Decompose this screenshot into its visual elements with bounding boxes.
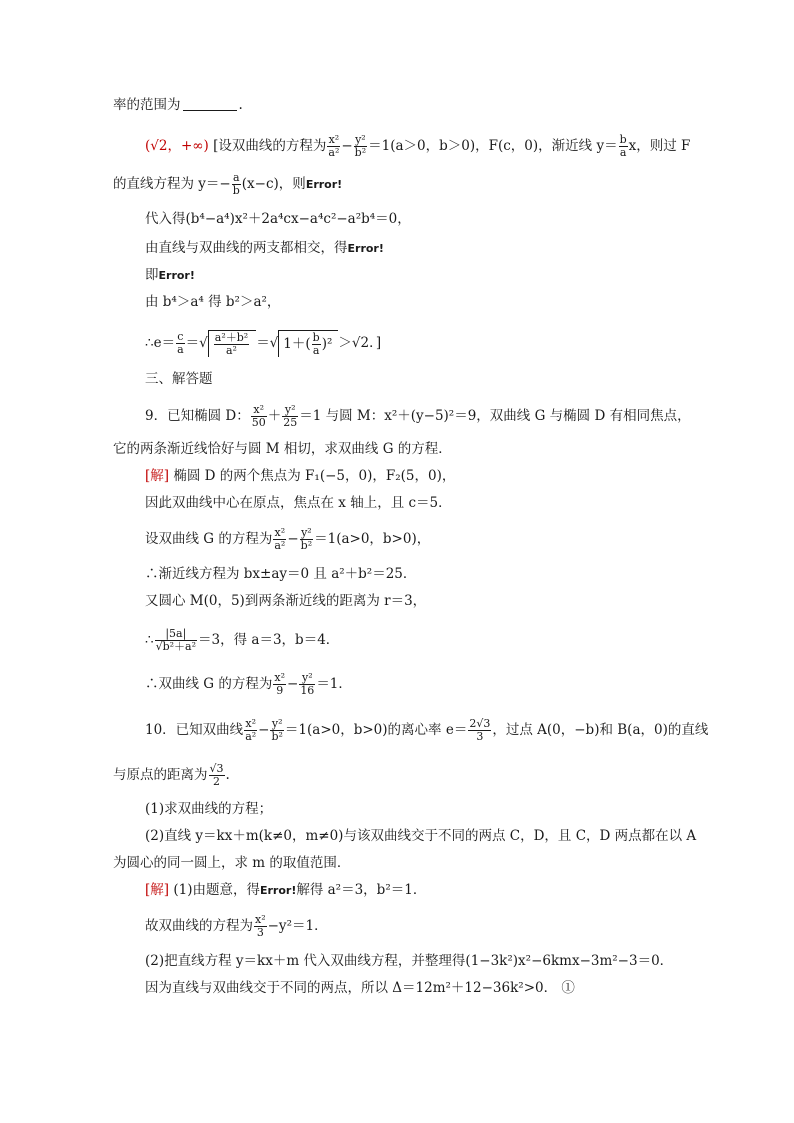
- line-text: ＝1 与圆 M：x²＋(y−5)²＝9，双曲线 G 与椭圆 D 有相同焦点，: [299, 408, 691, 424]
- fraction: [155, 628, 197, 653]
- line-text: −: [341, 138, 353, 154]
- numerator: b: [312, 331, 320, 344]
- text-line: [145, 978, 575, 998]
- line-text: (1)由题意，得: [173, 882, 260, 898]
- line-text: 由直线与双曲线的两支都相交，得: [145, 240, 348, 256]
- denominator: 16: [300, 684, 315, 697]
- text-line: [145, 238, 384, 259]
- fraction: [209, 763, 225, 788]
- text-line: [113, 95, 243, 115]
- line-text: ＝1(a>0，b>0)的离心率 e＝: [284, 722, 468, 738]
- line-text: ∴双曲线 G 的方程为: [145, 676, 273, 692]
- line-text: ＝1(a>0，b>0)，: [314, 531, 431, 547]
- line-text: ＋: [267, 408, 282, 424]
- text-line: [145, 591, 426, 611]
- fraction: [244, 718, 257, 743]
- line-text: (1)求双曲线的方程；: [145, 801, 273, 817]
- line-text: 与原点的距离为: [113, 767, 208, 783]
- denominator: 50: [251, 416, 266, 429]
- numerator: b: [619, 133, 627, 146]
- line-text: −: [287, 531, 299, 547]
- denominator: a: [619, 146, 627, 159]
- line-text: 即: [145, 267, 159, 283]
- text-line: [145, 628, 339, 653]
- line-text: 9．已知椭圆 D：: [145, 408, 250, 424]
- denominator: 9: [276, 684, 284, 697]
- denominator: a²: [225, 344, 237, 357]
- fraction: [273, 672, 286, 697]
- denominator: b²: [354, 146, 367, 159]
- line-text: ＝1(a＞0，b＞0)，F(c，0)，渐近线 y＝: [368, 138, 618, 154]
- line-text: ＝√: [256, 335, 279, 351]
- error-placeholder: Error!: [305, 178, 343, 191]
- text-line: [113, 853, 350, 873]
- fraction: [273, 527, 286, 552]
- line-text: (2)直线 y＝kx＋m(k≠0，m≠0)与该双曲线交于不同的两点 C，D，且 C，D 两点都在以 A: [145, 828, 697, 844]
- fraction: [254, 914, 267, 939]
- text-line: [145, 330, 381, 357]
- solution-line: [145, 466, 455, 486]
- error-placeholder: Error!: [347, 242, 384, 255]
- answer-text: √2: [150, 138, 168, 154]
- denominator: a: [177, 343, 184, 356]
- error-placeholder: Error!: [259, 884, 297, 897]
- line-text: 又圆心 M(0，5)到两条渐近线的距离为 r＝3，: [145, 593, 427, 609]
- line-text: (x−c)，则: [241, 176, 306, 192]
- numerator: y²: [282, 404, 298, 417]
- denominator: a²: [328, 146, 340, 159]
- fraction: [270, 718, 283, 743]
- numerator: c: [177, 330, 184, 343]
- numerator: y²: [355, 133, 366, 146]
- text-line: [145, 672, 352, 697]
- fraction: [300, 527, 313, 552]
- line-text: 故双曲线的方程为: [145, 918, 253, 934]
- text-line: [113, 439, 452, 459]
- answer-text: (: [145, 138, 151, 154]
- denominator: b²: [300, 539, 313, 552]
- solution-line: [145, 880, 426, 901]
- line-text: 设双曲线 G 的方程为: [145, 531, 273, 547]
- numerator: y²: [271, 717, 283, 730]
- line-text: 为圆心的同一圆上，求 m 的取值范围．: [113, 855, 351, 871]
- answer-blank: [183, 96, 237, 111]
- fraction: [176, 331, 185, 356]
- answer-text: ，+∞): [167, 138, 209, 154]
- line-text: )²: [321, 336, 333, 352]
- text-line: [145, 826, 696, 846]
- line-text: ＝3，得 a＝3，b＝4．: [198, 632, 340, 648]
- text-line: [145, 527, 430, 552]
- line-text: .: [238, 97, 243, 113]
- fraction: [214, 332, 249, 357]
- error-placeholder: Error!: [158, 269, 195, 282]
- denominator: b²: [271, 730, 283, 743]
- numerator: √3: [209, 762, 224, 775]
- line-text: −: [258, 722, 270, 738]
- line-text: [设双曲线的方程为: [213, 138, 327, 154]
- text-line: [145, 914, 328, 939]
- line-text: 代入得(b⁴−a⁴)x²＋2a⁴cx−a⁴c²−a²b⁴＝0，: [145, 211, 411, 227]
- numerator: x²: [328, 133, 340, 146]
- text-line: [145, 564, 416, 584]
- fraction: [354, 134, 367, 159]
- fraction: [327, 134, 340, 159]
- fraction: [232, 172, 241, 197]
- denominator: b: [232, 184, 240, 197]
- line-text: 三、解答题: [145, 371, 213, 387]
- numerator: a²＋b²: [214, 331, 249, 344]
- line-text: −: [287, 676, 299, 692]
- line-text: (2)把直线方程 y＝kx＋m 代入双曲线方程，并整理得(1−3k²)x²−6kmx−3m²−3＝0．: [145, 953, 674, 969]
- radical: [278, 330, 338, 357]
- line-text: 率的范围为: [113, 97, 181, 113]
- line-text: 因为直线与双曲线交于不同的两点，所以 Δ＝12m²＋12−36k²>0． ①: [145, 980, 575, 996]
- line-text: 它的两条渐近线恰好与圆 M 相切，求双曲线 G 的方程．: [113, 441, 452, 457]
- line-text: 因此双曲线中心在原点，焦点在 x 轴上，且 c＝5．: [145, 495, 452, 511]
- denominator: a²: [245, 730, 257, 743]
- line-text: 1＋(: [283, 336, 311, 352]
- line-text: ＞√2．]: [338, 335, 382, 351]
- line-text: ，过点 A(0，−b)和 B(a，0)的直线: [492, 722, 709, 738]
- denominator: 3: [476, 730, 484, 743]
- line-text: ＝√: [185, 335, 208, 351]
- text-line: [145, 799, 272, 819]
- denominator: a²: [274, 539, 286, 552]
- denominator: a: [312, 344, 320, 357]
- line-text: −y²＝1．: [267, 918, 328, 934]
- numerator: a: [232, 171, 240, 184]
- numerator: x²: [245, 717, 256, 730]
- line-text: ∴: [145, 632, 154, 648]
- line-text: .: [225, 767, 230, 783]
- fraction: [468, 718, 491, 743]
- solution-label: [解]: [145, 882, 170, 898]
- text-line: [145, 951, 673, 971]
- numerator: x²: [274, 526, 286, 539]
- line-text: 的直线方程为 y＝−: [113, 176, 231, 192]
- text-line: [113, 172, 342, 197]
- denominator: 3: [256, 926, 264, 939]
- fraction: [299, 672, 315, 697]
- fraction: [251, 404, 267, 429]
- text-line: [145, 209, 411, 229]
- problem-10: [145, 718, 708, 743]
- text-line: [113, 763, 230, 788]
- numerator: y²: [301, 526, 312, 539]
- line-text: 由 b⁴＞a⁴ 得 b²＞a²，: [145, 294, 281, 310]
- line-text: 10．已知双曲线: [145, 722, 244, 738]
- fraction: [619, 134, 628, 159]
- denominator: 25: [283, 416, 298, 429]
- numerator: x²: [251, 404, 267, 417]
- text-line: [145, 265, 195, 286]
- answer-line: [145, 134, 690, 159]
- fraction: [312, 332, 321, 357]
- radical: [208, 330, 256, 357]
- fraction: [282, 404, 298, 429]
- text-line: [145, 493, 452, 513]
- line-text: 解得 a²＝3，b²＝1．: [296, 882, 427, 898]
- problem-9: [145, 404, 691, 429]
- denominator: 2: [213, 775, 220, 788]
- line-text: x，则过 F: [628, 138, 691, 154]
- numerator: 2√3: [469, 717, 491, 730]
- text-line: [145, 292, 280, 312]
- numerator: |5a|: [155, 628, 197, 641]
- numerator: y²: [299, 672, 315, 685]
- line-text: 椭圆 D 的两个焦点为 F₁(−5，0)，F₂(5，0)，: [173, 468, 456, 484]
- numerator: x²: [255, 913, 266, 926]
- section-heading: [145, 369, 213, 389]
- line-text: ∴e＝: [145, 335, 176, 351]
- denominator: √b²＋a²: [155, 640, 197, 653]
- line-text: ∴渐近线方程为 bx±ay＝0 且 a²＋b²＝25．: [145, 566, 417, 582]
- numerator: x²: [274, 671, 285, 684]
- solution-label: [解]: [145, 468, 170, 484]
- line-text: ＝1．: [316, 676, 352, 692]
